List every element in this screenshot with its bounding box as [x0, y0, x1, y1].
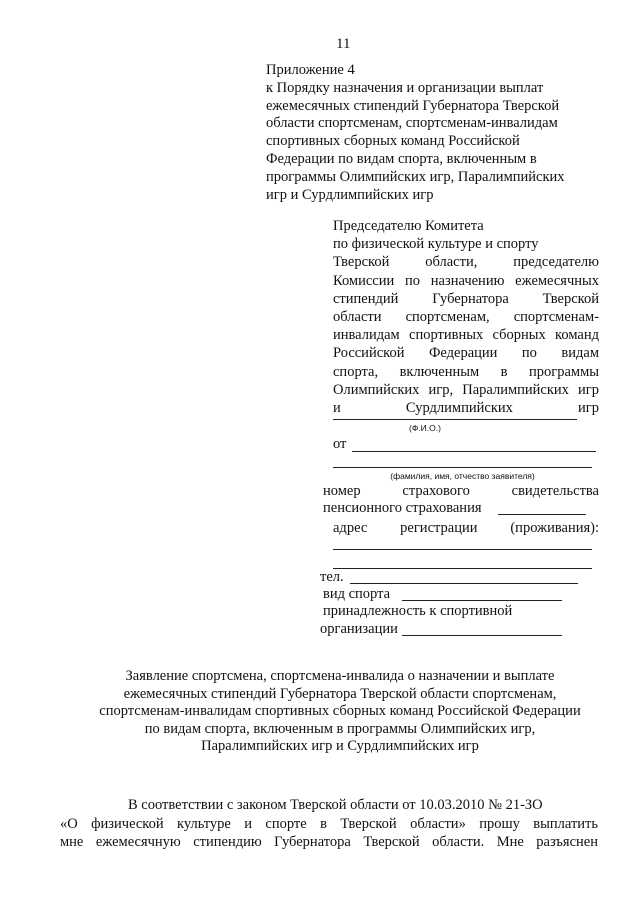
phone-label: тел. [320, 569, 344, 585]
org-input-line[interactable] [402, 635, 562, 636]
appendix-header [266, 62, 606, 204]
address-input-line[interactable] [333, 568, 592, 569]
appendix-line: ежемесячных стипендий Губернатора Тверской [266, 97, 560, 114]
addressee-line: Олимпийских игр, Паралимпийских игр [333, 381, 599, 398]
title-line: спортсменам-инвалидам спортивных сборных команд Российской Федерации [99, 703, 581, 719]
fio-line[interactable] [333, 419, 577, 420]
pension-input-line[interactable] [498, 514, 586, 515]
title-line: по видам спорта, включенным в программы Олимпийских игр, [144, 720, 536, 737]
appendix-line: области спортсменам, спортсменам-инвалидам [266, 115, 558, 132]
page-number: 11 [336, 36, 351, 52]
from-label: от [333, 436, 347, 452]
addressee-line: Комиссии по назначению ежемесячных [333, 272, 599, 289]
addressee-line: и Сурдлимпийских игр [333, 400, 599, 417]
appendix-line: спортивных сборных команд Российской [266, 133, 520, 150]
title-line: ежемесячных стипендий Губернатора Тверской области спортсменам, [123, 685, 557, 702]
appendix-line: Приложение 4 [266, 62, 355, 78]
appendix-line: игр и Сурдлимпийских игр [266, 186, 434, 203]
phone-input-line[interactable] [350, 583, 578, 584]
document-title [60, 668, 620, 756]
address-input-line[interactable] [333, 549, 592, 550]
appendix-line: Федерации по видам спорта, включенным в [266, 150, 537, 167]
addressee-block [333, 217, 599, 417]
body-text [60, 796, 598, 852]
addressee-line: Российской Федерации по видам [333, 345, 599, 362]
fio-caption: (Ф.И.О.) [409, 423, 441, 433]
address-label: адрес регистрации (проживания): [333, 520, 599, 536]
addressee-line: по физической культуре и спорту [333, 236, 539, 253]
body-line: мне ежемесячную стипендию Губернатора Тверской области. Мне разъяснен [60, 834, 598, 850]
org-label: организации [320, 621, 398, 637]
sport-label: вид спорта [323, 586, 391, 602]
sport-input-line[interactable] [402, 600, 562, 601]
appendix-line: к Порядку назначения и организации выплат [266, 79, 544, 96]
addressee-line: спорта, включенным в программы [333, 363, 599, 380]
addressee-line: инвалидам спортивных сборных команд [333, 327, 599, 344]
body-line: В соответствии с законом Тверской области от 10.03.2010 № 21-ЗО [128, 797, 543, 813]
appendix-line: программы Олимпийских игр, Паралимпийских [266, 168, 565, 185]
from-input-line[interactable] [352, 451, 596, 452]
title-line: Заявление спортсмена, спортсмена-инвалида о назначении и выплате [125, 668, 555, 684]
addressee-line: Тверской области, председателю [333, 254, 599, 271]
title-line: Паралимпийских игр и Сурдлимпийских игр [201, 738, 479, 754]
pension-label: пенсионного страхования [323, 500, 482, 516]
org-label: принадлежность к спортивной [323, 603, 513, 619]
addressee-line: стипендий Губернатора Тверской [333, 290, 599, 307]
body-line: «О физической культуре и спорте в Тверской области» прошу выплатить [60, 815, 598, 832]
addressee-line: области спортсменам, спортсменам- [333, 309, 599, 326]
addressee-line: Председателю Комитета [333, 218, 484, 234]
applicant-caption: (фамилия, имя, отчество заявителя) [390, 471, 535, 481]
applicant-input-line[interactable] [333, 467, 592, 468]
pension-label: номер страхового свидетельства [323, 483, 599, 499]
